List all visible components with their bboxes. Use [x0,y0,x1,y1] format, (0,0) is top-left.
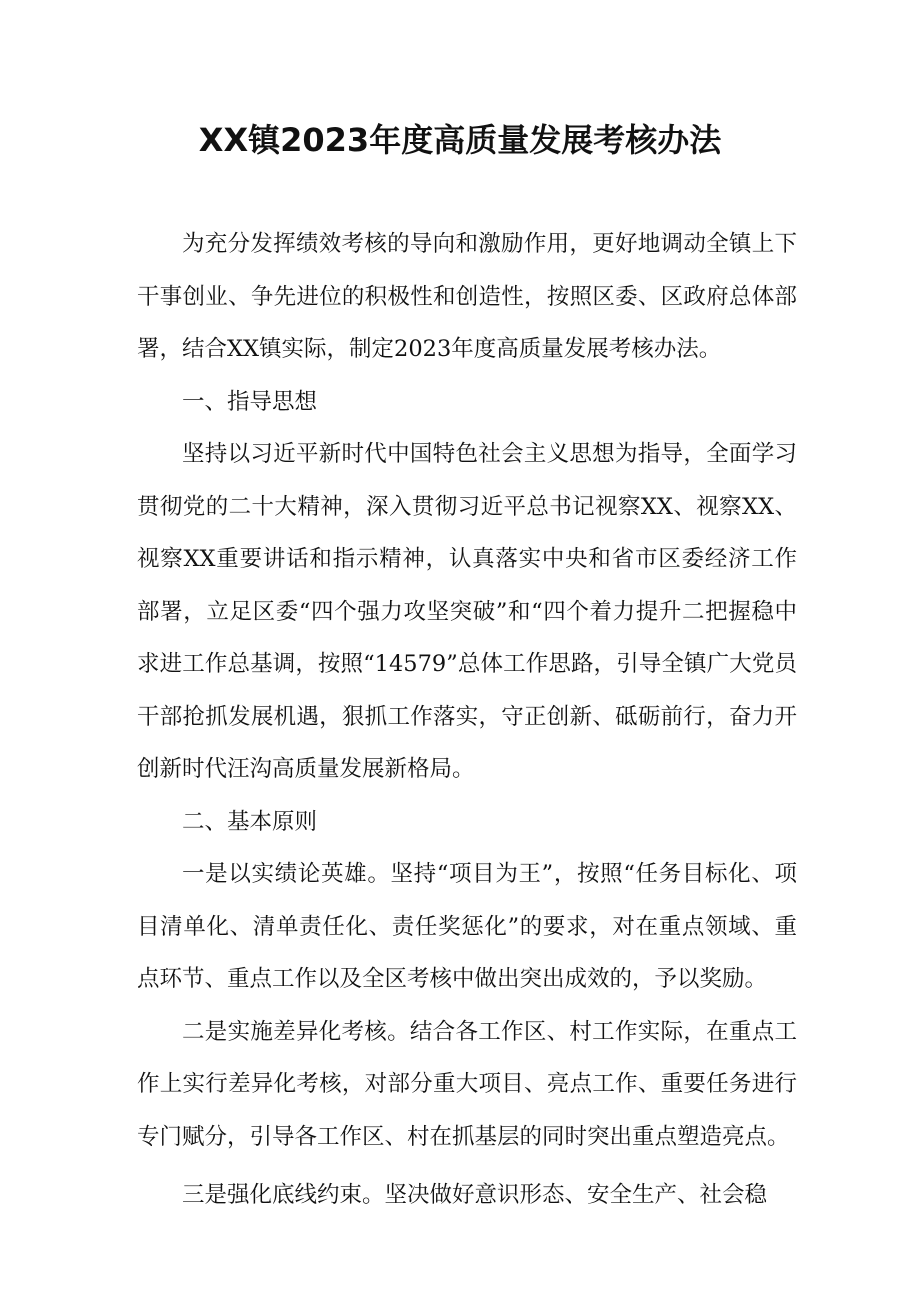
document-title: XX镇2023年度高质量发展考核办法 [198,121,722,159]
intro-paragraph: 为充分发挥绩效考核的导向和激励作用，更好地调动全镇上下干事创业、争先进位的积极性和创造性，按照区委、区政府总体部署，结合XX镇实际，制定2023年度高质量发展考核办法。 [137,231,797,362]
document-body [137,218,797,1222]
guiding-ideology-paragraph: 坚持以习近平新时代中国特色社会主义思想为指导，全面学习贯彻党的二十大精神，深入贯彻习近平总书记视察XX、视察XX、视察XX重要讲话和指示精神，认真落实中央和省市区委经济工作部署，立足区委“四个强力攻坚突破”和“四个着力提升二把握稳中求进工作总基调，按照“14579”总体工作思路，引导全镇广大党员干部抢抓发展机遇，狠抓工作落实，守正创新、砥砺前行，奋力开创新时代汪沟高质量发展新格局。 [137,441,797,782]
principle-paragraph: 一是以实绩论英雄。坚持“项目为王”，按照“任务目标化、项目清单化、清单责任化、责任奖惩化”的要求，对在重点领域、重点环节、重点工作以及全区考核中做出突出成效的，予以奖励。 [137,861,797,992]
principle-paragraph: 二是实施差异化考核。结合各工作区、村工作实际，在重点工作上实行差异化考核，对部分重大项目、亮点工作、重要任务进行专门赋分，引导各工作区、村在抓基层的同时突出重点塑造亮点。 [137,1018,797,1150]
principle-paragraph: 三是强化底线约束。坚决做好意识形态、安全生产、社会稳 [182,1182,768,1208]
section-heading-guiding-ideology: 一、指导思想 [182,388,318,415]
section-heading-basic-principles: 二、基本原则 [182,808,318,835]
